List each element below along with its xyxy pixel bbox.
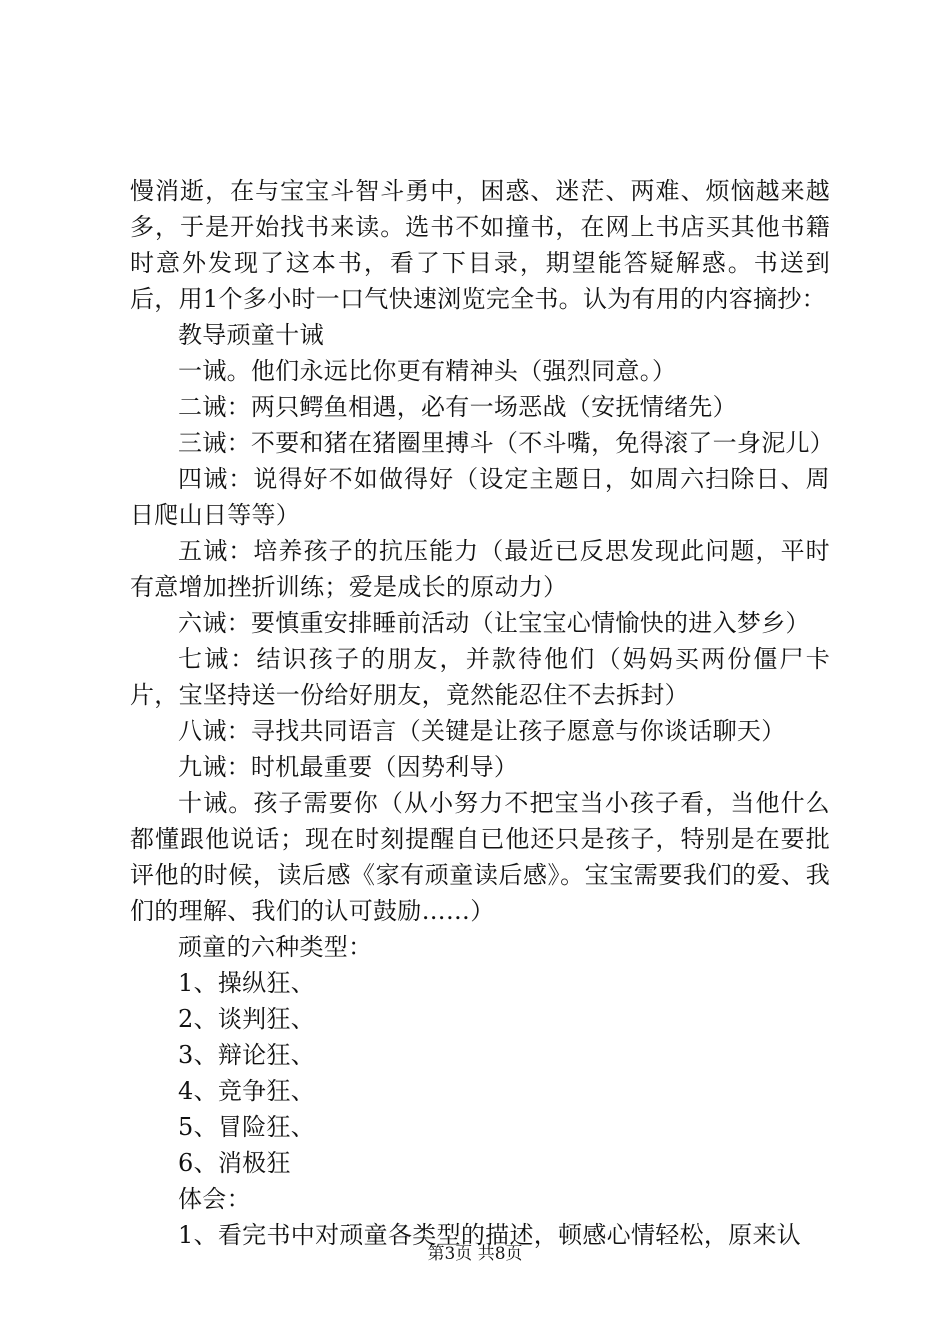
commandment-9: 九诫：时机最重要（因势利导） <box>178 753 519 781</box>
commandment-1: 一诫。他们永远比你更有精神头（强烈同意。） <box>178 357 677 385</box>
document-body <box>130 173 835 1253</box>
commandment-7: 七诫：结识孩子的朋友，并款待他们（妈妈买两份僵尸卡片，宝坚持送一份给好朋友，竟然能忍住不去拆封） <box>130 645 830 709</box>
reflection-item-1: 1、看完书中对顽童各类型的描述，顿感心情轻松，原来认 <box>178 1221 802 1249</box>
heading-ten-commandments: 教导顽童十诫 <box>178 321 324 349</box>
heading-six-types: 顽童的六种类型： <box>178 933 373 961</box>
commandment-6: 六诫：要慎重安排睡前活动（让宝宝心情愉快的进入梦乡） <box>178 609 810 637</box>
type-item-1: 1、操纵狂、 <box>178 969 316 997</box>
type-item-3: 3、辩论狂、 <box>178 1041 316 1069</box>
commandment-5: 五诫：培养孩子的抗压能力（最近已反思发现此问题，平时有意增加挫折训练；爱是成长的原动力） <box>130 537 830 601</box>
type-item-4: 4、竞争狂、 <box>178 1077 316 1105</box>
commandment-8: 八诫：寻找共同语言（关键是让孩子愿意与你谈话聊天） <box>178 717 786 745</box>
paragraph-intro: 慢消逝，在与宝宝斗智斗勇中，困惑、迷茫、两难、烦恼越来越多，于是开始找书来读。选书不如撞书，在网上书店买其他书籍时意外发现了这本书，看了下目录，期望能答疑解惑。书送到后，用1个多小时一口气快速浏览完全书。认为有用的内容摘抄： <box>130 177 830 313</box>
commandment-2: 二诫：两只鳄鱼相遇，必有一场恶战（安抚情绪先） <box>178 393 737 421</box>
commandment-3: 三诫：不要和猪在猪圈里搏斗（不斗嘴，免得滚了一身泥儿） <box>178 429 835 457</box>
type-item-2: 2、谈判狂、 <box>178 1005 316 1033</box>
page-footer: 第3页 共8页 <box>427 1244 523 1264</box>
commandment-10: 十诫。孩子需要你（从小努力不把宝当小孩子看，当他什么都懂跟他说话；现在时刻提醒自已他还只是孩子，特别是在要批评他的时候，读后感《家有顽童读后感》。宝宝需要我们的爱、我们的理解、我们的认可鼓励……） <box>130 789 830 925</box>
heading-reflection: 体会： <box>178 1185 251 1213</box>
type-item-5: 5、冒险狂、 <box>178 1113 316 1141</box>
type-item-6: 6、消极狂 <box>178 1149 291 1177</box>
commandment-4: 四诫：说得好不如做得好（设定主题日，如周六扫除日、周日爬山日等等） <box>130 465 830 529</box>
